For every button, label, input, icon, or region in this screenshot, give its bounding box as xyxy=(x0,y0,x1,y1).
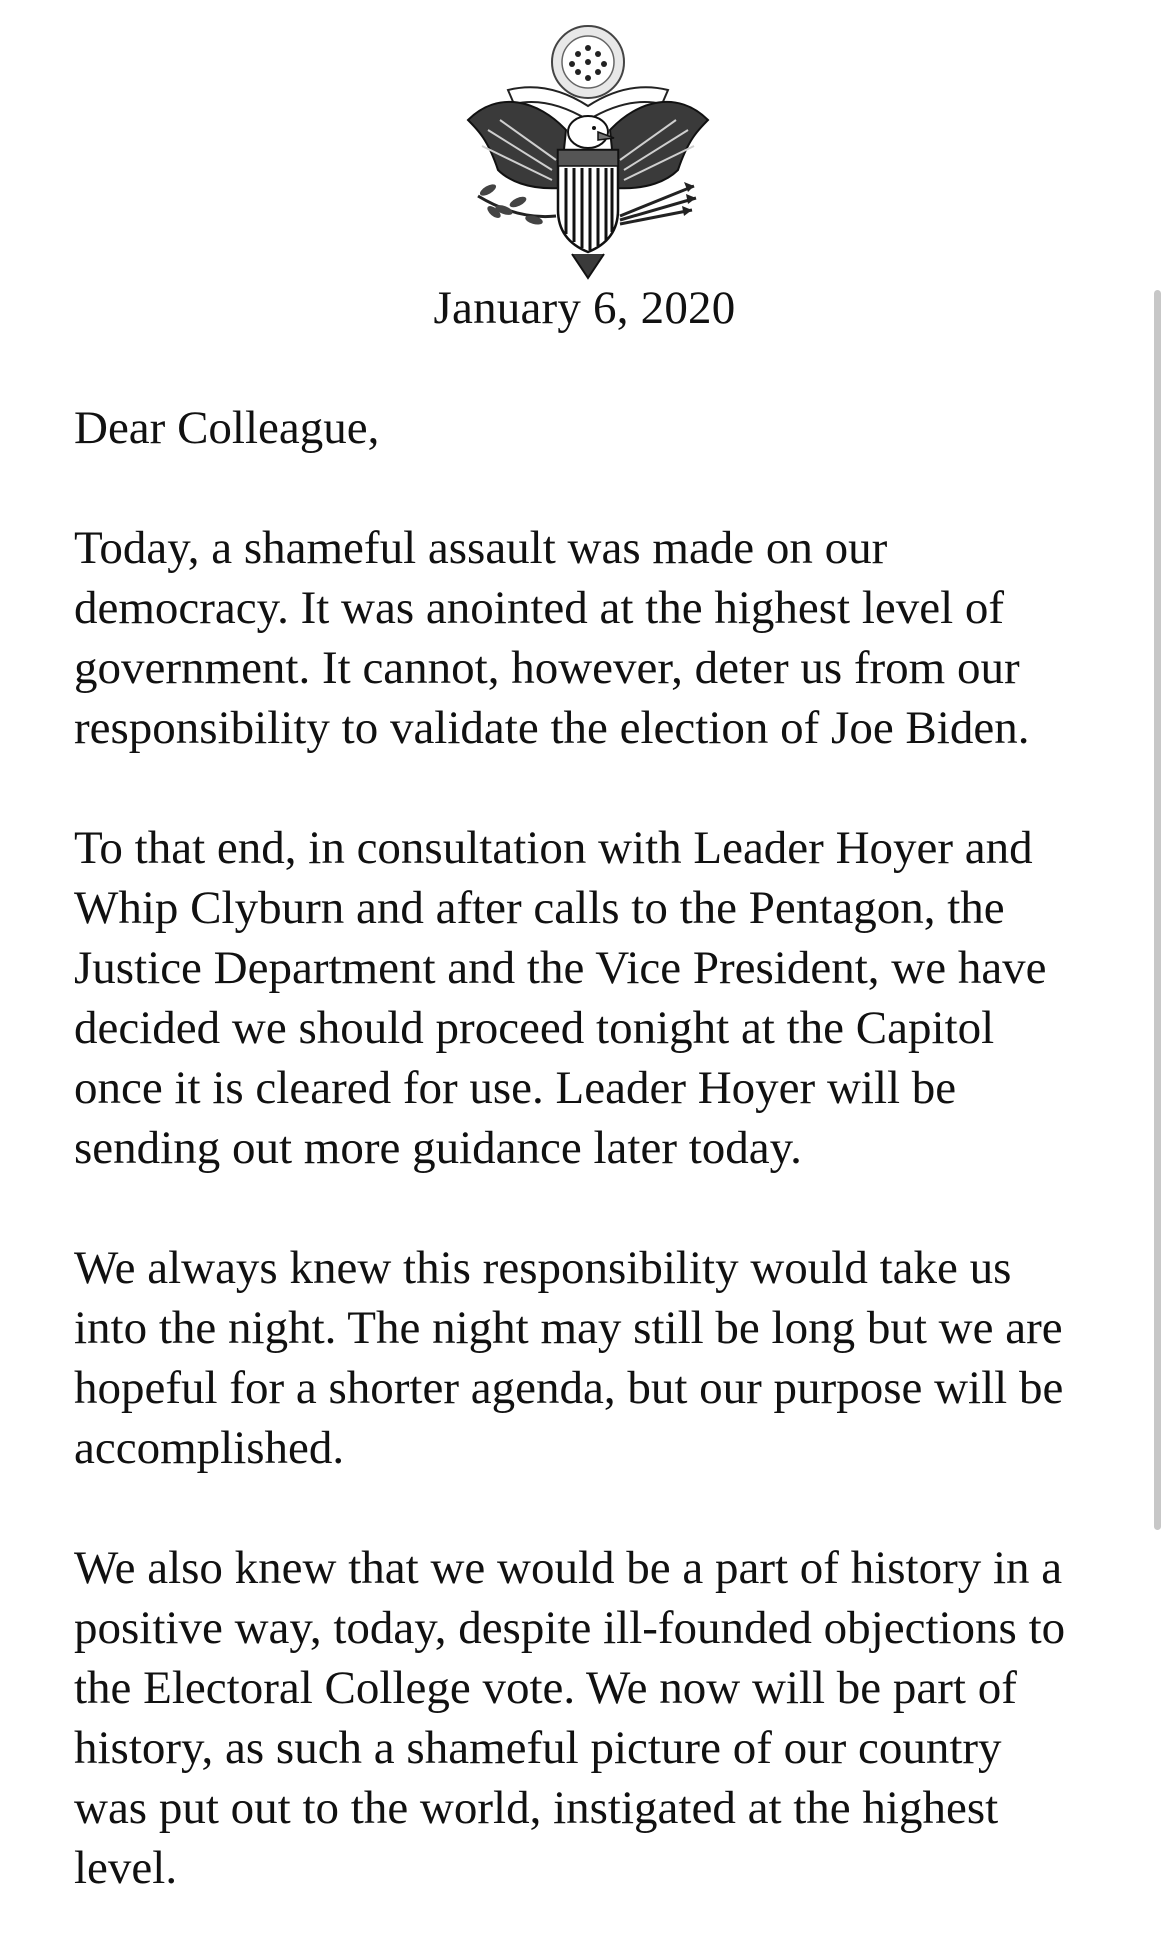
letter-date: January 6, 2020 xyxy=(433,282,736,334)
letter-greeting: Dear Colleague, xyxy=(74,402,380,454)
vertical-scrollbar[interactable] xyxy=(1154,290,1161,1530)
letter-paragraph-1: Today, a shameful assault was made on our democracy. It was anointed at the highest level of government. It cannot, however, deter us from our responsibility to validate the election of Joe Biden. xyxy=(74,522,1030,754)
letter-paragraph-4: We also knew that we would be a part of history in a positive way, today, despite ill-founded objections to the Electoral College vote. We now will be part of history, as such a shameful picture of our country was put out to the world, instigated at the highest level. xyxy=(74,1542,1066,1894)
letter-paragraph-3: We always knew this responsibility would take us into the night. The night may still be long but we are hopeful for a shorter agenda, but our purpose will be accomplished. xyxy=(74,1242,1064,1474)
letter-paragraph-2: To that end, in consultation with Leader Hoyer and Whip Clyburn and after calls to the Pentagon, the Justice Department and the Vice President, we have decided we should proceed tonight at the Capitol once it is cleared for use. Leader Hoyer will be sending out more guidance later today. xyxy=(74,822,1047,1174)
letter-body xyxy=(74,398,1114,1898)
great-seal-eagle-icon xyxy=(448,20,728,288)
